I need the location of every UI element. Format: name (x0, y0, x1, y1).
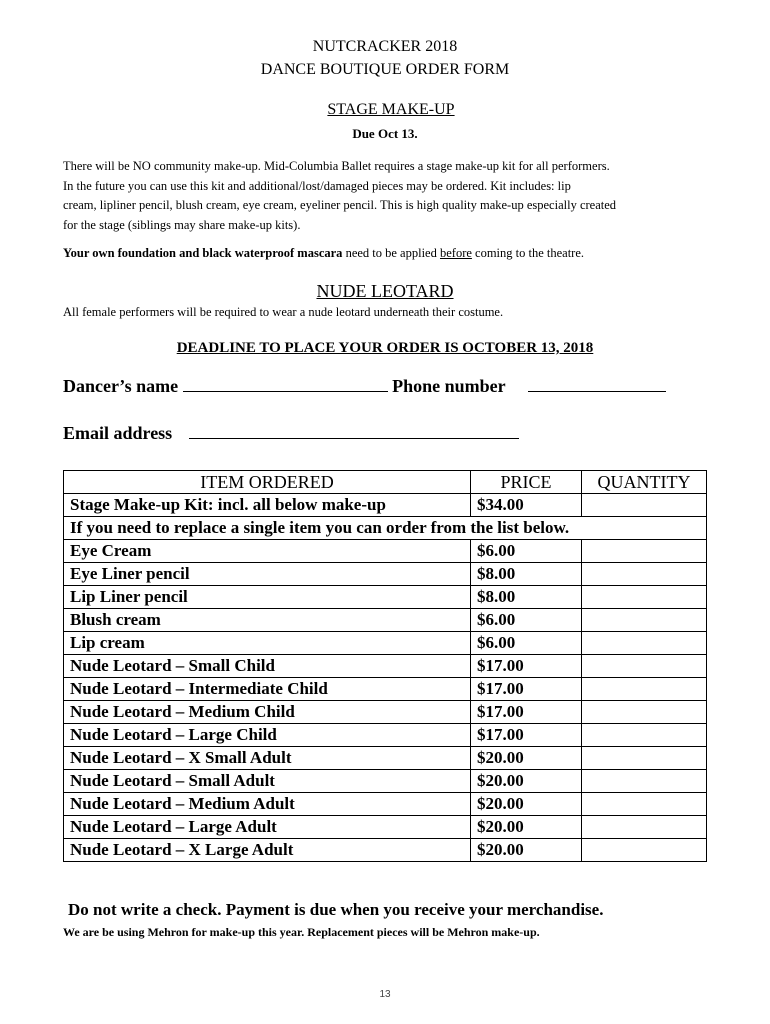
quantity-cell[interactable] (582, 655, 707, 678)
dancer-phone-row (63, 376, 666, 397)
phone-number-field[interactable] (528, 377, 666, 392)
order-deadline: DEADLINE TO PLACE YOUR ORDER IS OCTOBER 13, 2018 (176, 340, 594, 356)
quantity-cell[interactable] (582, 494, 707, 517)
price-cell: $17.00 (471, 678, 582, 701)
makeup-description-line: for the stage (siblings may share make-up kits). (63, 217, 301, 232)
due-date: Due Oct 13. (352, 126, 418, 141)
nude-leotard-heading: NUDE LEOTARD (316, 281, 454, 301)
item-cell: Nude Leotard – Medium Child (64, 701, 471, 724)
price-cell: $8.00 (471, 563, 582, 586)
form-title-line2: DANCE BOUTIQUE ORDER FORM (260, 61, 510, 78)
item-cell: Blush cream (64, 609, 471, 632)
item-cell: Lip Liner pencil (64, 586, 471, 609)
column-header-quantity: QUANTITY (582, 471, 707, 494)
email-row (63, 423, 519, 444)
quantity-cell[interactable] (582, 793, 707, 816)
replace-note-cell: If you need to replace a single item you can order from the list below. (64, 517, 707, 540)
table-header-row (64, 471, 707, 494)
table-row (64, 747, 707, 770)
price-cell: $6.00 (471, 632, 582, 655)
foundation-note-end: coming to the theatre. (471, 246, 585, 260)
item-cell: Nude Leotard – Large Child (64, 724, 471, 747)
foundation-note-bold: Your own foundation and black waterproof mascara (63, 246, 343, 260)
price-cell: $6.00 (471, 540, 582, 563)
quantity-cell[interactable] (582, 816, 707, 839)
dancer-name-label: Dancer’s name (63, 376, 179, 396)
item-cell: Nude Leotard – Small Adult (64, 770, 471, 793)
form-title-line1: NUTCRACKER 2018 (312, 38, 458, 55)
stage-makeup-heading-text: STAGE MAKE-UP (327, 101, 455, 118)
price-cell: $17.00 (471, 724, 582, 747)
price-cell: $8.00 (471, 586, 582, 609)
item-cell: Nude Leotard – Small Child (64, 655, 471, 678)
foundation-note-mid: need to be applied (342, 246, 440, 260)
item-cell: Nude Leotard – Intermediate Child (64, 678, 471, 701)
quantity-cell[interactable] (582, 770, 707, 793)
quantity-cell[interactable] (582, 563, 707, 586)
table-row (64, 655, 707, 678)
column-header-price: PRICE (471, 471, 582, 494)
price-cell: $17.00 (471, 655, 582, 678)
table-row (64, 770, 707, 793)
foundation-note-before: before (439, 246, 472, 260)
column-header-item: ITEM ORDERED (64, 471, 471, 494)
table-row (64, 816, 707, 839)
quantity-cell[interactable] (582, 747, 707, 770)
price-cell: $20.00 (471, 839, 582, 862)
payment-note: Do not write a check. Payment is due when you receive your merchandise. (68, 900, 604, 919)
table-row-replace-note (64, 517, 707, 540)
phone-number-label: Phone number (392, 376, 506, 396)
price-cell: $17.00 (471, 701, 582, 724)
page-number: 13 (379, 989, 391, 1000)
quantity-cell[interactable] (582, 724, 707, 747)
item-cell: Stage Make-up Kit: incl. all below make-up (64, 494, 471, 517)
table-row (64, 540, 707, 563)
makeup-description-line: cream, lipliner pencil, blush cream, eye cream, eyeliner pencil. This is high quality make-up especially created (63, 198, 617, 212)
quantity-cell[interactable] (582, 540, 707, 563)
quantity-cell[interactable] (582, 632, 707, 655)
table-row (64, 632, 707, 655)
quantity-cell[interactable] (582, 609, 707, 632)
price-cell: $6.00 (471, 609, 582, 632)
item-cell: Nude Leotard – Medium Adult (64, 793, 471, 816)
makeup-description-line: In the future you can use this kit and additional/lost/damaged pieces may be ordered. Kit includes: lip (63, 178, 571, 193)
price-cell: $20.00 (471, 793, 582, 816)
email-address-label: Email address (63, 423, 173, 443)
table-row-kit (64, 494, 707, 517)
item-cell: Nude Leotard – Large Adult (64, 816, 471, 839)
item-cell: Lip cream (64, 632, 471, 655)
item-cell: Eye Cream (64, 540, 471, 563)
price-cell: $34.00 (471, 494, 582, 517)
stage-makeup-heading (0, 101, 770, 119)
makeup-description-line: There will be NO community make-up. Mid-Columbia Ballet requires a stage make-up kit for all performers. (63, 159, 610, 173)
table-row (64, 678, 707, 701)
table-row (64, 563, 707, 586)
item-cell: Nude Leotard – X Small Adult (64, 747, 471, 770)
table-row (64, 609, 707, 632)
price-cell: $20.00 (471, 747, 582, 770)
price-cell: $20.00 (471, 770, 582, 793)
table-row (64, 724, 707, 747)
email-address-field[interactable] (189, 424, 519, 439)
mehron-note: We are be using Mehron for make-up this year. Replacement pieces will be Mehron make-up. (63, 925, 540, 939)
makeup-description (63, 157, 708, 235)
quantity-cell[interactable] (582, 586, 707, 609)
quantity-cell[interactable] (582, 678, 707, 701)
order-table (63, 470, 707, 862)
table-row (64, 839, 707, 862)
quantity-cell[interactable] (582, 701, 707, 724)
item-cell: Eye Liner pencil (64, 563, 471, 586)
dancer-name-field[interactable] (183, 377, 388, 392)
price-cell: $20.00 (471, 816, 582, 839)
table-row (64, 793, 707, 816)
foundation-note (63, 244, 708, 264)
table-row (64, 586, 707, 609)
item-cell: Nude Leotard – X Large Adult (64, 839, 471, 862)
nude-leotard-text: All female performers will be required to wear a nude leotard underneath their costume. (63, 305, 504, 319)
table-row (64, 701, 707, 724)
quantity-cell[interactable] (582, 839, 707, 862)
